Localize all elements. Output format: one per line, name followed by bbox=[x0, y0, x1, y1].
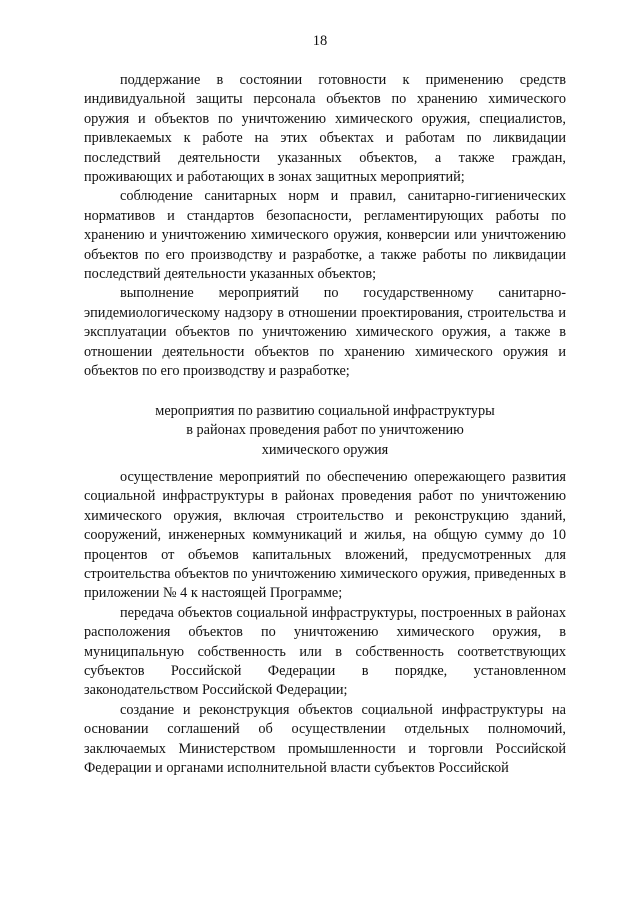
page-number: 18 bbox=[312, 33, 328, 49]
heading-line-3: химического оружия bbox=[261, 441, 389, 458]
paragraph-sanitary-norms: соблюдение санитарных норм и правил, санитарно-гигиенических нормативов и стандартов безопасности, регламентирующих работы по хранению и уничтожению химического оружия, конверсии или уничтожению объектов по его производству и разработке, а также работы по ликвидации последствий деятельности указанных объектов; bbox=[84, 188, 566, 283]
section-heading bbox=[84, 402, 566, 460]
heading-line-2: в районах проведения работ по уничтожению bbox=[186, 422, 464, 439]
paragraph-infrastructure-development: осуществление мероприятий по обеспечению опережающего развития социальной инфраструктуры в районах проведения работ по уничтожению химического оружия, включая строительство и реконструкцию зданий, сооружений, инженерных коммуникаций и жилья, на общую сумму до 10 процентов от объемов капитальных вложений, предусмотренных для строительства объектов по уничтожению химического оружия, приведенных в приложении № 4 к настоящей Программе; bbox=[84, 469, 566, 602]
section-measures-safety bbox=[84, 71, 566, 382]
heading-line-1: мероприятия по развитию социальной инфраструктуры bbox=[155, 403, 495, 419]
paragraph-epidemiological-supervision: выполнение мероприятий по государственному санитарно-эпидемиологическому надзору в отношении проектирования, строительства и эксплуатации объектов по уничтожению химического оружия, а также в отношении деятельности объектов по хранению химического оружия и объектов по его производству и разработке; bbox=[84, 285, 566, 380]
paragraph-construction-agreements: создание и реконструкция объектов социальной инфраструктуры на основании соглашений об осуществлении отдельных полномочий, заключаемых Министерством промышленности и торговли Российской Федерации и органами исполнительной власти субъектов Российской bbox=[84, 701, 566, 777]
paragraph-protective-equipment: поддержание в состоянии готовности к применению средств индивидуальной защиты персонала объектов по хранению химического оружия и объектов по уничтожению химического оружия, специалистов, привлекаемых к работе на этих объектах и работам по ликвидации последствий деятельности указанных объектов, а также граждан, проживающих и работающих в зонах защитных мероприятий; bbox=[84, 72, 566, 186]
paragraph-transfer-of-objects: передача объектов социальной инфраструктуры, построенных в районах расположения объектов по уничтожению химического оружия, в муниципальную собственность или в собственность соответствующих субъектов Российской Федерации в порядке, установленном законодательством Российской Федерации; bbox=[84, 604, 566, 699]
section-social-infrastructure bbox=[84, 468, 566, 779]
